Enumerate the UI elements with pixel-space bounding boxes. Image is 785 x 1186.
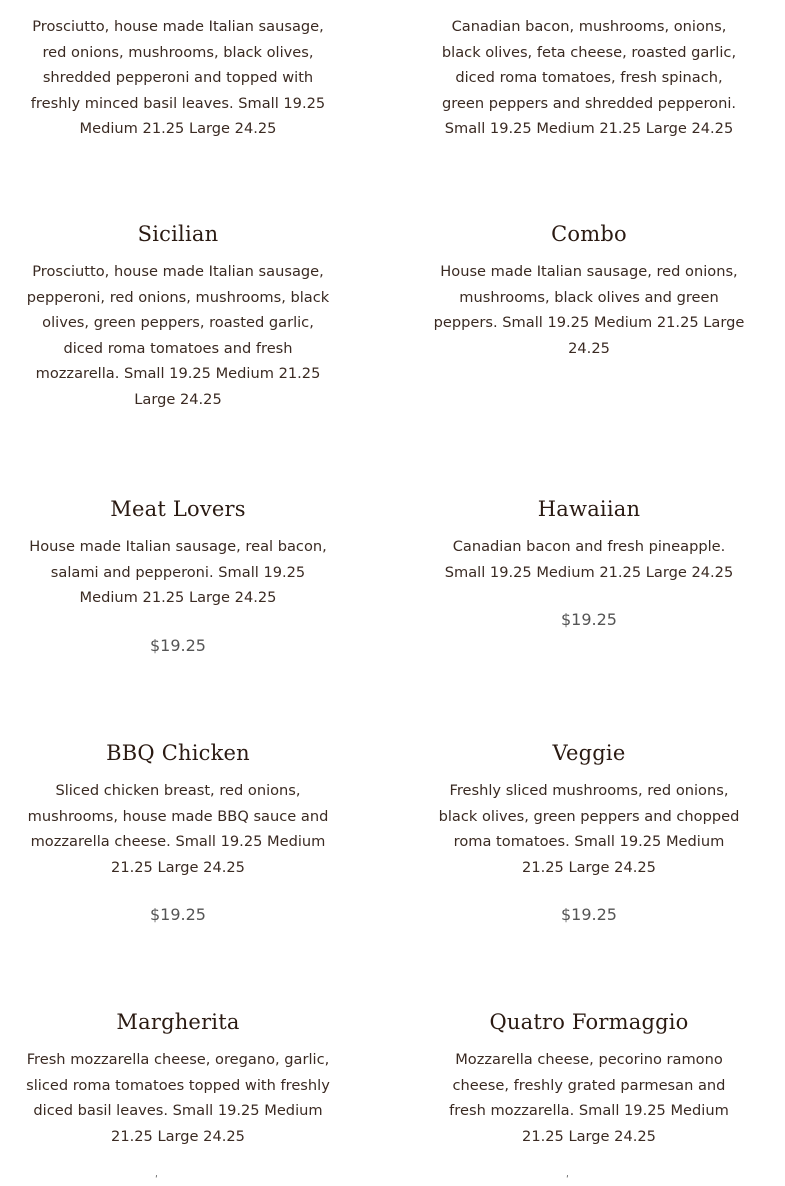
item-description: House made Italian sausage, red onions, mushrooms, black olives and green peppers. Small 19.25 Medium 21.25 Large 24.25	[433, 263, 745, 357]
menu-item-hawaiian[interactable]	[433, 496, 745, 630]
cutoff-price-mark: ʹ	[155, 1175, 158, 1186]
item-name: Quatro Formaggio	[489, 1010, 689, 1034]
item-description: Canadian bacon, mushrooms, onions, black olives, feta cheese, roasted garlic, diced roma tomatoes, fresh spinach, green peppers and shredded pepperoni. Small 19.25 Medium 21.25 Large 24.25	[441, 18, 737, 138]
item-description: Freshly sliced mushrooms, red onions, black olives, green peppers and chopped roma tomatoes. Small 19.25 Medium 21.25 Large 24.25	[438, 782, 740, 876]
item-price: $19.25	[150, 905, 206, 925]
item-description: Canadian bacon and fresh pineapple. Small 19.25 Medium 21.25 Large 24.25	[444, 538, 734, 581]
item-name: Hawaiian	[537, 497, 641, 521]
item-description: House made Italian sausage, real bacon, salami and pepperoni. Small 19.25 Medium 21.25 Large 24.25	[29, 538, 327, 607]
menu-item[interactable]	[433, 14, 745, 142]
menu-item-sicilian[interactable]	[22, 221, 334, 413]
item-description: Prosciutto, house made Italian sausage, red onions, mushrooms, black olives, shredded pepperoni and topped with freshly minced basil leaves. Small 19.25 Medium 21.25 Large 24.25	[30, 18, 326, 138]
item-price: $19.25	[561, 610, 617, 630]
menu-item-margherita[interactable]	[22, 1009, 334, 1149]
item-price: $19.25	[561, 905, 617, 925]
cutoff-price-mark: ʹ	[566, 1175, 569, 1186]
menu-item-veggie[interactable]	[433, 740, 745, 925]
item-description: Prosciutto, house made Italian sausage, pepperoni, red onions, mushrooms, black olives, green peppers, roasted garlic, diced roma tomatoes and fresh mozzarella. Small 19.25 Medium 21.25 Large 24.25	[26, 263, 330, 408]
menu-item-bbq-chicken[interactable]	[22, 740, 334, 925]
item-description: Mozzarella cheese, pecorino ramono cheese, freshly grated parmesan and fresh mozzarella. Small 19.25 Medium 21.25 Large 24.25	[449, 1051, 729, 1145]
menu-item-quatro-formaggio[interactable]	[433, 1009, 745, 1149]
menu-item[interactable]	[22, 14, 334, 142]
item-description: Fresh mozzarella cheese, oregano, garlic, sliced roma tomatoes topped with freshly diced basil leaves. Small 19.25 Medium 21.25 Large 24.25	[26, 1051, 330, 1145]
item-name: Meat Lovers	[110, 497, 246, 521]
item-name: Combo	[551, 222, 627, 246]
item-name: Veggie	[552, 741, 626, 765]
item-name: Sicilian	[137, 222, 219, 246]
item-description: Sliced chicken breast, red onions, mushrooms, house made BBQ sauce and mozzarella cheese. Small 19.25 Medium 21.25 Large 24.25	[27, 782, 329, 876]
item-name: BBQ Chicken	[106, 741, 250, 765]
menu-item-meat-lovers[interactable]	[22, 496, 334, 656]
menu-item-combo[interactable]	[433, 221, 745, 361]
item-price: $19.25	[150, 635, 206, 655]
item-name: Margherita	[116, 1010, 240, 1034]
